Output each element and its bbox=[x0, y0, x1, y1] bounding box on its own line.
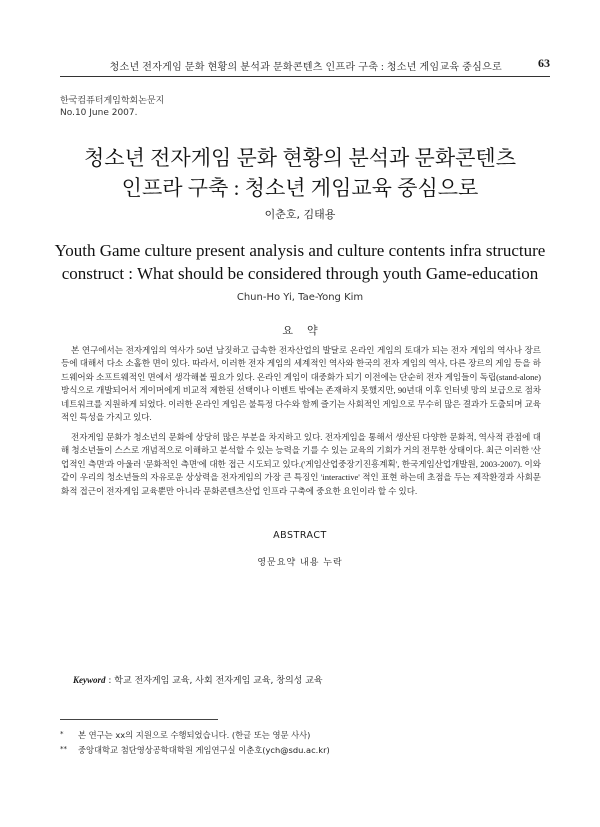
journal-issue: No.10 June 2007. bbox=[60, 108, 138, 118]
keywords bbox=[73, 673, 323, 686]
korean-abstract-heading: 요약 bbox=[282, 324, 332, 337]
korean-abstract-paragraph-1: 본 연구에서는 전자게임의 역사가 50년 남짓하고 급속한 전자산업의 발달로 온라인 게임의 토대가 되는 전자 게임의 역사나 장르 등에 대해서 다소 소홀한 면이 있다. 따라서, 이러한 전자 게임의 세계적인 역사와 한국의 전자 게임의 역사, 다른 장르의 게임 등을 하드웨어와 소프트웨적인 면에서 생각해볼 필요가 있다. 온라인 게임이 대중화가 되기 이전에는 단순히 전자 게임들이 독립(stand-alone) 방식으로 개발되어서 게이머에게 비교적 제한된 선택이나 이벤트 밖에는 존재하지 못했지만, 90년대 이후 인터넷 망의 보급으로 점차 네트워크를 지원하게 되었다. 이러한 온라인 게임은 불특정 다수와 함께 즐기는 사회적인 게임으로 무수히 많은 결과가 도출되며 교육적인 특성을 가지고 있다. bbox=[61, 345, 541, 423]
english-abstract-heading: ABSTRACT bbox=[273, 530, 327, 541]
korean-authors: 이춘호, 김태용 bbox=[264, 208, 336, 221]
journal-info bbox=[60, 95, 164, 119]
korean-abstract-paragraph-2: 전자게임 문화가 청소년의 문화에 상당히 많은 부분을 차지하고 있다. 전자게임을 통해서 생산된 다양한 문화적, 역사적 관점에 대해 청소년들이 스스로 개념적으로 이해하고 분석할 수 있는 능력을 기를 수 있는 교육의 기회가 거의 전무한 상태이다. 최근 이러한 '산업적인 측면'과 아울러 '문화적인 측면'에 대한 접근 시도되고 있다.('게임산업중장기진흥계획', 한국게임산업개발원, 2003-2007). 이와 같이 우리의 청소년들의 자유로운 상상력을 전자게임의 가장 큰 특징인 'interactive' 적인 표현 하는데 초점을 두는 제작환경과 사회문화적 접근이 전자게임 교육뿐만 아니라 문화콘텐츠산업 인프라 구축에 중요한 요인이라 할 수 있다. bbox=[61, 432, 541, 496]
footnote-mark: * bbox=[60, 730, 64, 738]
keywords-value: 학교 전자게임 교육, 사회 전자게임 교육, 창의성 교육 bbox=[114, 676, 323, 686]
english-title-line-2: construct : What should be considered through youth Game-education bbox=[61, 264, 539, 283]
korean-title bbox=[0, 143, 600, 203]
footnote bbox=[60, 742, 330, 757]
journal-name: 한국컴퓨터게임학회논문지 bbox=[60, 96, 165, 106]
english-abstract-body: 영문요약 내용 누락 bbox=[257, 558, 343, 568]
running-header bbox=[60, 56, 550, 77]
english-title-line-1: Youth Game culture present analysis and culture contents infra structure bbox=[54, 241, 546, 260]
footnote-text: 중앙대학교 첨단영상공학대학원 게임연구실 이춘호(ych@sdu.ac.kr) bbox=[78, 745, 330, 755]
korean-title-line-1: 청소년 전자게임 문화 현황의 분석과 문화콘텐츠 bbox=[84, 146, 516, 170]
page-number: 63 bbox=[538, 56, 550, 70]
korean-title-line-2: 인프라 구축 : 청소년 게임교육 중심으로 bbox=[121, 176, 479, 200]
footnote-text: 본 연구는 xx의 지원으로 수행되었습니다. (한글 또는 영문 사사) bbox=[78, 730, 311, 740]
footnote bbox=[60, 727, 330, 742]
footnote-mark: ** bbox=[60, 745, 67, 753]
keywords-label: Keyword bbox=[73, 675, 106, 685]
english-title bbox=[40, 239, 560, 285]
keywords-separator: : bbox=[105, 676, 115, 686]
english-authors: Chun-Ho Yi, Tae-Yong Kim bbox=[236, 292, 364, 303]
running-header-title: 청소년 전자게임 문화 현황의 분석과 문화콘텐츠 인프라 구축 : 청소년 게임교육 중심으로 bbox=[109, 62, 502, 73]
footnotes bbox=[60, 727, 330, 757]
footnote-divider bbox=[60, 719, 218, 720]
